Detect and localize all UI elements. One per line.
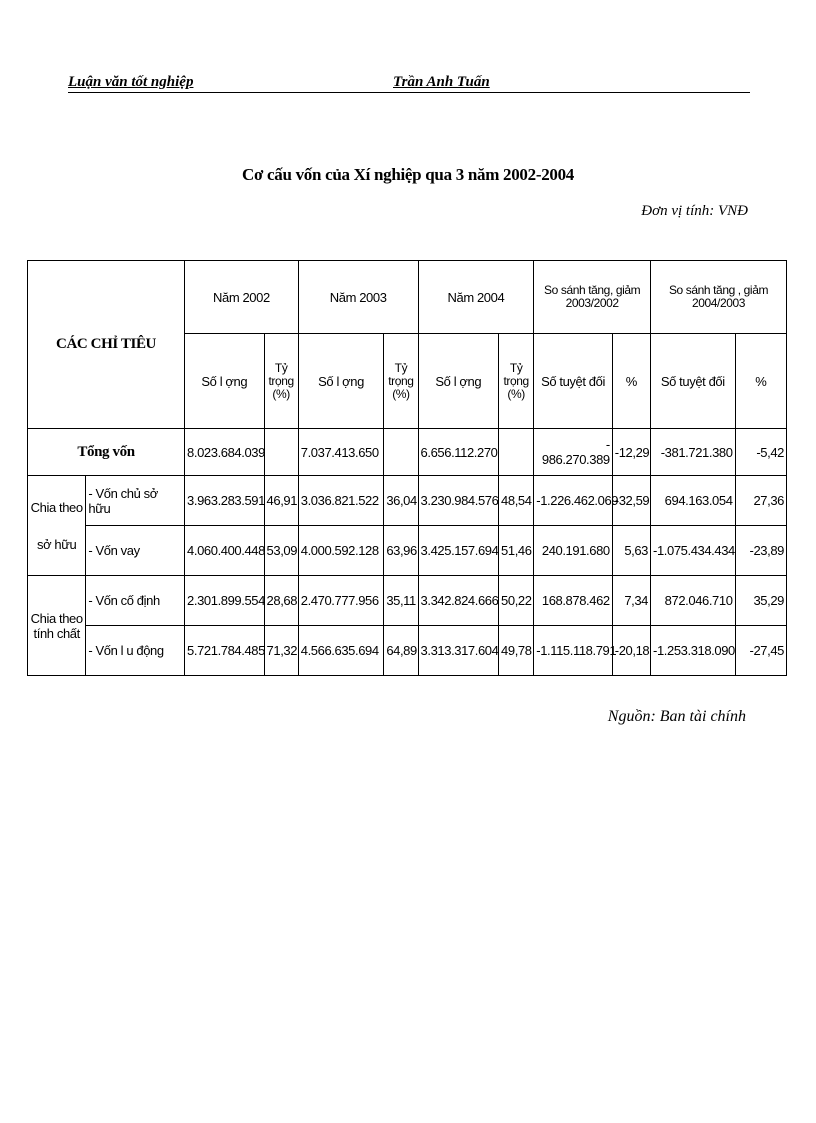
cell: 694.163.054 [651,476,736,526]
page-title: Cơ cấu vốn của Xí nghiệp qua 3 năm 2002-2004 [241,165,574,184]
group-label-bottom: sở hữu [36,536,77,552]
amount-header: Số l ợng [298,334,384,429]
amount-header: Số l ợng [418,334,499,429]
cell: 7.037.413.650 [298,429,384,476]
year-header: Năm 2002 [185,261,299,334]
row-label: - Vốn chủ sở hữu [86,476,185,526]
cell: 8.023.684.039 [185,429,265,476]
cell: -381.721.380 [651,429,736,476]
pct-header: % [735,334,786,429]
table-row [28,476,787,526]
cell: - 986.270.389 [534,429,613,476]
cell: 3.036.821.522 [298,476,384,526]
unit-note: Đơn vị tính: VNĐ [641,203,748,219]
cell: 53,09 [264,526,298,576]
cell: -5,42 [735,429,786,476]
cell: -12,29 [612,429,650,476]
group-label-top: Chia theo [30,499,83,515]
source-note: Nguồn: Ban tài chính [607,708,746,725]
cell: -1.226.462.069 [534,476,613,526]
table-row [28,526,787,576]
cell: 3.230.984.576 [418,476,499,526]
year-header: Năm 2004 [418,261,534,334]
cell: 5.721.784.485 [185,626,265,676]
cell [264,429,298,476]
cell: 28,68 [264,576,298,626]
capital-structure-table [27,260,787,676]
cell: -23,89 [735,526,786,576]
cell: 7,34 [612,576,650,626]
cell: 49,78 [499,626,534,676]
absolute-header: Số tuyệt đối [534,334,613,429]
cell: -1.075.434.434 [651,526,736,576]
compare-header: So sánh tăng , giảm 2004/2003 [651,261,787,334]
cell: 46,91 [264,476,298,526]
year-header: Năm 2003 [298,261,418,334]
cell: 63,96 [384,526,418,576]
cell: -32,59 [612,476,650,526]
cell: -27,45 [735,626,786,676]
compare-header: So sánh tăng, giảm 2003/2002 [534,261,651,334]
row-label: - Vốn vay [86,526,185,576]
header-left: Luận văn tốt nghiệp [68,74,194,90]
cell: 5,63 [612,526,650,576]
share-header: Tỷ trọng (%) [499,334,534,429]
cell: -20,18 [612,626,650,676]
corner-header: CÁC CHỈ TIÊU [28,261,185,429]
cell: 50,22 [499,576,534,626]
cell: 27,36 [735,476,786,526]
share-header: Tỷ trọng (%) [264,334,298,429]
table-row [28,429,787,476]
cell: 3.342.824.666 [418,576,499,626]
cell: 36,04 [384,476,418,526]
cell: 4.060.400.448 [185,526,265,576]
share-header: Tỷ trọng (%) [384,334,418,429]
row-label: Tổng vốn [28,429,185,476]
cell: 64,89 [384,626,418,676]
cell: 48,54 [499,476,534,526]
cell: 872.046.710 [651,576,736,626]
cell [499,429,534,476]
table-row [28,576,787,626]
row-label: - Vốn l u động [86,626,185,676]
cell: 4.566.635.694 [298,626,384,676]
table-row [28,626,787,676]
row-label: - Vốn cố định [86,576,185,626]
header-rule [68,92,750,93]
group-label-bottom: tính chất [33,625,80,641]
cell: 35,29 [735,576,786,626]
group-label [28,576,86,676]
cell: 240.191.680 [534,526,613,576]
header-right: Trần Anh Tuấn [393,74,490,90]
cell: 3.963.283.591 [185,476,265,526]
cell: 35,11 [384,576,418,626]
cell: 71,32 [264,626,298,676]
pct-header: % [612,334,650,429]
amount-header: Số l ợng [185,334,265,429]
cell [384,429,418,476]
cell: -1.115.118.791 [534,626,613,676]
cell: 2.470.777.956 [298,576,384,626]
cell: 3.313.317.604 [418,626,499,676]
cell: -1.253.318.090 [651,626,736,676]
cell: 2.301.899.554 [185,576,265,626]
absolute-header: Số tuyệt đối [651,334,736,429]
cell: 168.878.462 [534,576,613,626]
cell: 6.656.112.270 [418,429,499,476]
group-label [28,476,86,576]
cell: 51,46 [499,526,534,576]
cell: 3.425.157.694 [418,526,499,576]
group-label-top: Chia theo [30,610,83,626]
cell: 4.000.592.128 [298,526,384,576]
